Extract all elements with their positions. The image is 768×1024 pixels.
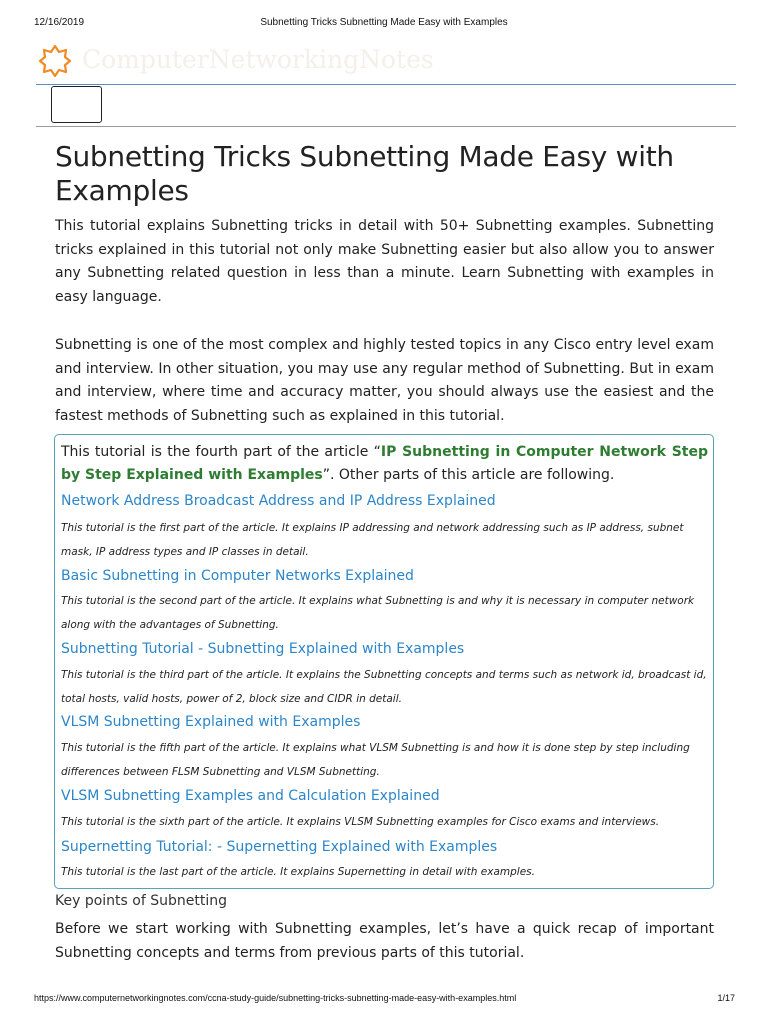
key-points-heading: Key points of Subnetting xyxy=(55,893,227,909)
series-link-part-2[interactable]: Basic Subnetting in Computer Networks Explained xyxy=(61,568,414,584)
series-intro-before: This tutorial is the fourth part of the article “ xyxy=(61,444,381,460)
series-desc-part-7: This tutorial is the last part of the article. It explains Supernetting in detail with examples. xyxy=(61,866,535,878)
print-url: https://www.computernetworkingnotes.com/ccna-study-guide/subnetting-tricks-subnetting-made-easy-with-examples.html xyxy=(34,993,517,1003)
series-link-part-5[interactable]: VLSM Subnetting Explained with Examples xyxy=(61,714,361,730)
intro-paragraph-1: This tutorial explains Subnetting tricks in detail with 50+ Subnetting examples. Subnetting tricks explained in this tutorial not only make Subnetting easier but also allow you to answer any Subnetting related question in less than a minute. Learn Subnetting with examples in easy language. xyxy=(55,218,714,305)
series-link-part-6[interactable]: VLSM Subnetting Examples and Calculation Explained xyxy=(61,788,440,804)
series-link-part-1[interactable]: Network Address Broadcast Address and IP Address Explained xyxy=(61,493,496,509)
series-link-part-3[interactable]: Subnetting Tutorial - Subnetting Explained with Examples xyxy=(61,641,465,657)
series-desc-part-5: This tutorial is the fifth part of the article. It explains what VLSM Subnetting is and how it is done step by step including differences between FLSM Subnetting and VLSM Subnetting. xyxy=(61,742,690,778)
series-intro-after: ”. Other parts of this article are following. xyxy=(322,467,615,483)
print-title: Subnetting Tricks Subnetting Made Easy with Examples xyxy=(260,17,508,28)
series-desc-part-6: This tutorial is the sixth part of the article. It explains VLSM Subnetting examples for Cisco exams and interviews. xyxy=(61,816,660,828)
print-date: 12/16/2019 xyxy=(34,17,85,28)
menu-button[interactable] xyxy=(51,86,102,123)
intro-paragraph-2: Subnetting is one of the most complex and highly tested topics in any Cisco entry level exam and interview. In other situation, you may use any regular method of Subnetting. But in exam and interview, where time and accuracy matter, you should always use the easiest and the fastest methods of Subnetting such as explained in this tutorial. xyxy=(55,337,714,424)
series-desc-part-1: This tutorial is the first part of the article. It explains IP addressing and network addressing such as IP address, subnet mask, IP address types and IP classes in detail. xyxy=(61,522,684,558)
page-number: 1/17 xyxy=(717,993,735,1003)
series-intro xyxy=(61,441,708,487)
article-title: Subnetting Tricks Subnetting Made Easy with Examples xyxy=(55,140,674,207)
series-desc-part-3: This tutorial is the third part of the article. It explains the Subnetting concepts and terms such as network id, broadcast id, total hosts, valid hosts, power of 2, block size and CIDR in detail. xyxy=(61,669,707,705)
series-article-link[interactable]: IP Subnetting in Computer Network Step by Step Explained with Examples xyxy=(61,444,708,483)
print-footer xyxy=(0,993,768,1007)
print-header xyxy=(0,17,768,31)
series-desc-part-2: This tutorial is the second part of the article. It explains what Subnetting is and why it is necessary in computer network along with the advantages of Subnetting. xyxy=(61,595,695,631)
series-link-part-7[interactable]: Supernetting Tutorial: - Supernetting Explained with Examples xyxy=(61,839,498,855)
key-points-paragraph: Before we start working with Subnetting examples, let’s have a quick recap of important Subnetting concepts and terms from previous parts of this tutorial. xyxy=(55,921,714,961)
menu-divider xyxy=(36,126,736,127)
site-name: ComputerNetworkingNotes xyxy=(82,45,434,74)
sun-gear-icon xyxy=(38,44,72,78)
header-divider xyxy=(36,84,736,85)
